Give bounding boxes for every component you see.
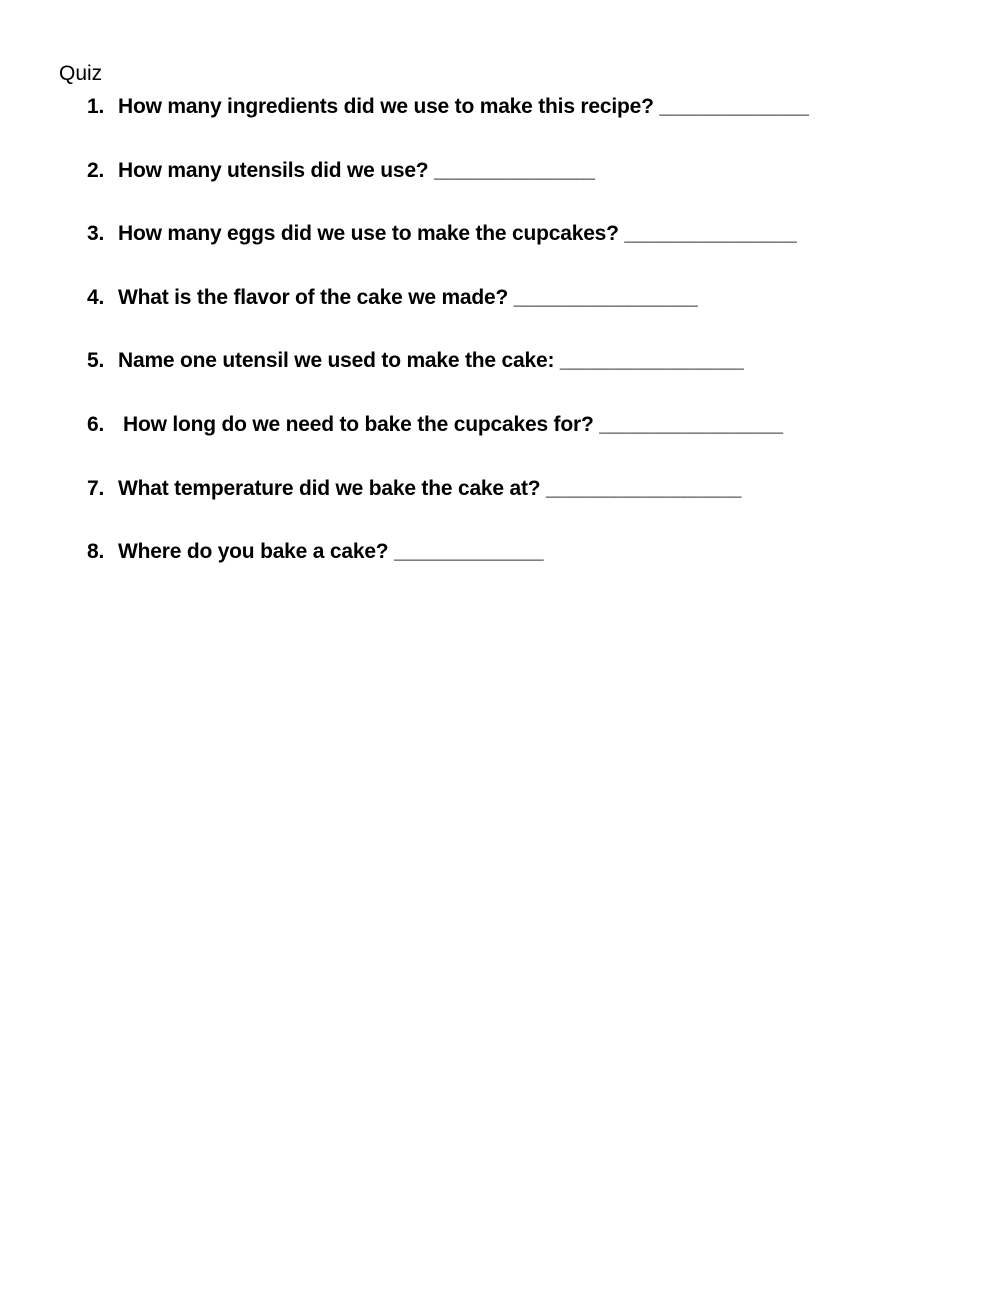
question-text: How many utensils did we use? ______________	[118, 159, 595, 182]
question-text: How many ingredients did we use to make this recipe? _____________	[118, 95, 809, 118]
question-number: 3.	[87, 222, 105, 245]
question-text: Where do you bake a cake? _____________	[118, 540, 544, 563]
question-text: How many eggs did we use to make the cupcakes? _______________	[118, 222, 797, 245]
question-number: 6.	[87, 413, 105, 436]
question-number: 7.	[87, 477, 105, 500]
question-text: How long do we need to bake the cupcakes for? ________________	[123, 413, 783, 436]
question-number: 8.	[87, 540, 105, 563]
question-number: 2.	[87, 159, 105, 182]
question-number: 4.	[87, 286, 105, 309]
quiz-title: Quiz	[59, 62, 103, 85]
question-number: 5.	[87, 349, 105, 372]
question-text: What temperature did we bake the cake at? _________________	[118, 477, 742, 500]
question-text: Name one utensil we used to make the cake: ________________	[118, 349, 744, 372]
question-text: What is the flavor of the cake we made? ________________	[118, 286, 698, 309]
question-number: 1.	[87, 95, 105, 118]
